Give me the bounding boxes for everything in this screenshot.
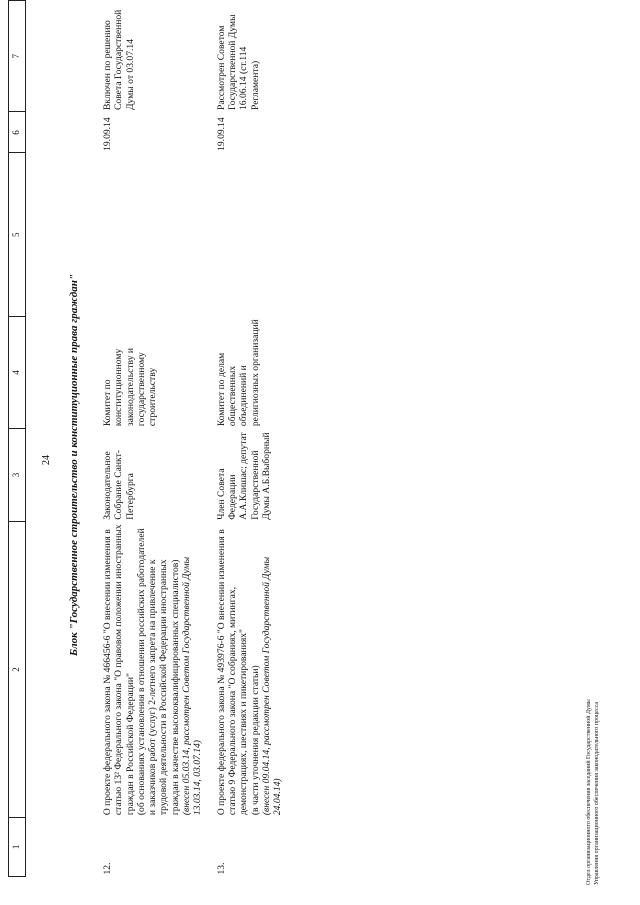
column5-cell (204, 153, 284, 317)
date-cell: 19.09.14 (215, 117, 227, 151)
committee-cell: Комитет по делам общественных объединений и религиозных организаций (215, 319, 261, 427)
footer (585, 699, 601, 885)
committee-cell: Комитет по конституционному законодательству и государственному строительству (102, 347, 159, 427)
project-title: О проекте федерального закона № 493976-6 "О внесении изменения в статью 9 Федерального закона "О собраниях, митингах, демонстрациях, шествиях и пикетированиях" (215, 529, 250, 816)
project-submitted: (внесен 05.03.14, рассмотрен Советом Государственной Думы 13.03.14, 03.07.14) (181, 556, 204, 816)
column-header: 6 (9, 112, 26, 153)
column-header: 5 (9, 153, 26, 317)
project-cell (204, 522, 284, 817)
project-title: О проекте федерального закона № 466456-6 "О внесении изменения в статью 13² Федерального закона "О правовом положении иностранных граждан в Российской Федерации" (102, 524, 136, 816)
project-note: (об основаниях установления в отношении российских работодателей и заказчиков работ (услуг) 2-летнего запрета на привлечение к трудовой деятельности в Российской Федерации иностранных граждан в качестве высококвалифицированных специалистов) (135, 528, 181, 816)
initiator-cell: Законодательное Собрание Санкт-Петербурга (102, 450, 136, 520)
column-number-row (9, 1, 26, 877)
column-header: 7 (9, 1, 26, 112)
row-number: 12. (102, 862, 113, 875)
agenda-table (8, 0, 283, 877)
column-header: 2 (9, 522, 26, 817)
table-row (26, 1, 204, 877)
column-header: 4 (9, 317, 26, 429)
decision-cell: Рассмотрен Советом Государственной Думы 16.06.14 (ст.114 Регламента) (215, 14, 261, 110)
initiator-cell: Член Совета Федерации А.А.Клишас; депутат Государственной Думы А.Б.Выборный (215, 432, 272, 520)
footer-line: Отдел организационного обеспечения заседаний Государственной Думы (586, 699, 592, 885)
row-number: 13. (215, 862, 227, 875)
decision-cell: Включен по решению Совета Государственной Думы от 03.07.14 (102, 9, 136, 110)
project-note: (в части уточнения редакции статьи) (249, 665, 261, 816)
column-header: 3 (9, 428, 26, 522)
table-row (204, 1, 284, 877)
project-cell (26, 522, 204, 817)
page-number: 24 (41, 455, 52, 465)
project-submitted: (внесен 09.04.14, рассмотрен Советом Государственной Думы 24.04.14) (260, 556, 284, 816)
footer-line: Управления организационного обеспечения законодательного процесса (594, 701, 600, 885)
block-title: Блок "Государственное строительство и конституционные права граждан" (68, 274, 80, 656)
column-header: 1 (9, 817, 26, 876)
column5-cell (26, 153, 204, 317)
date-cell: 19.09.14 (102, 117, 113, 151)
